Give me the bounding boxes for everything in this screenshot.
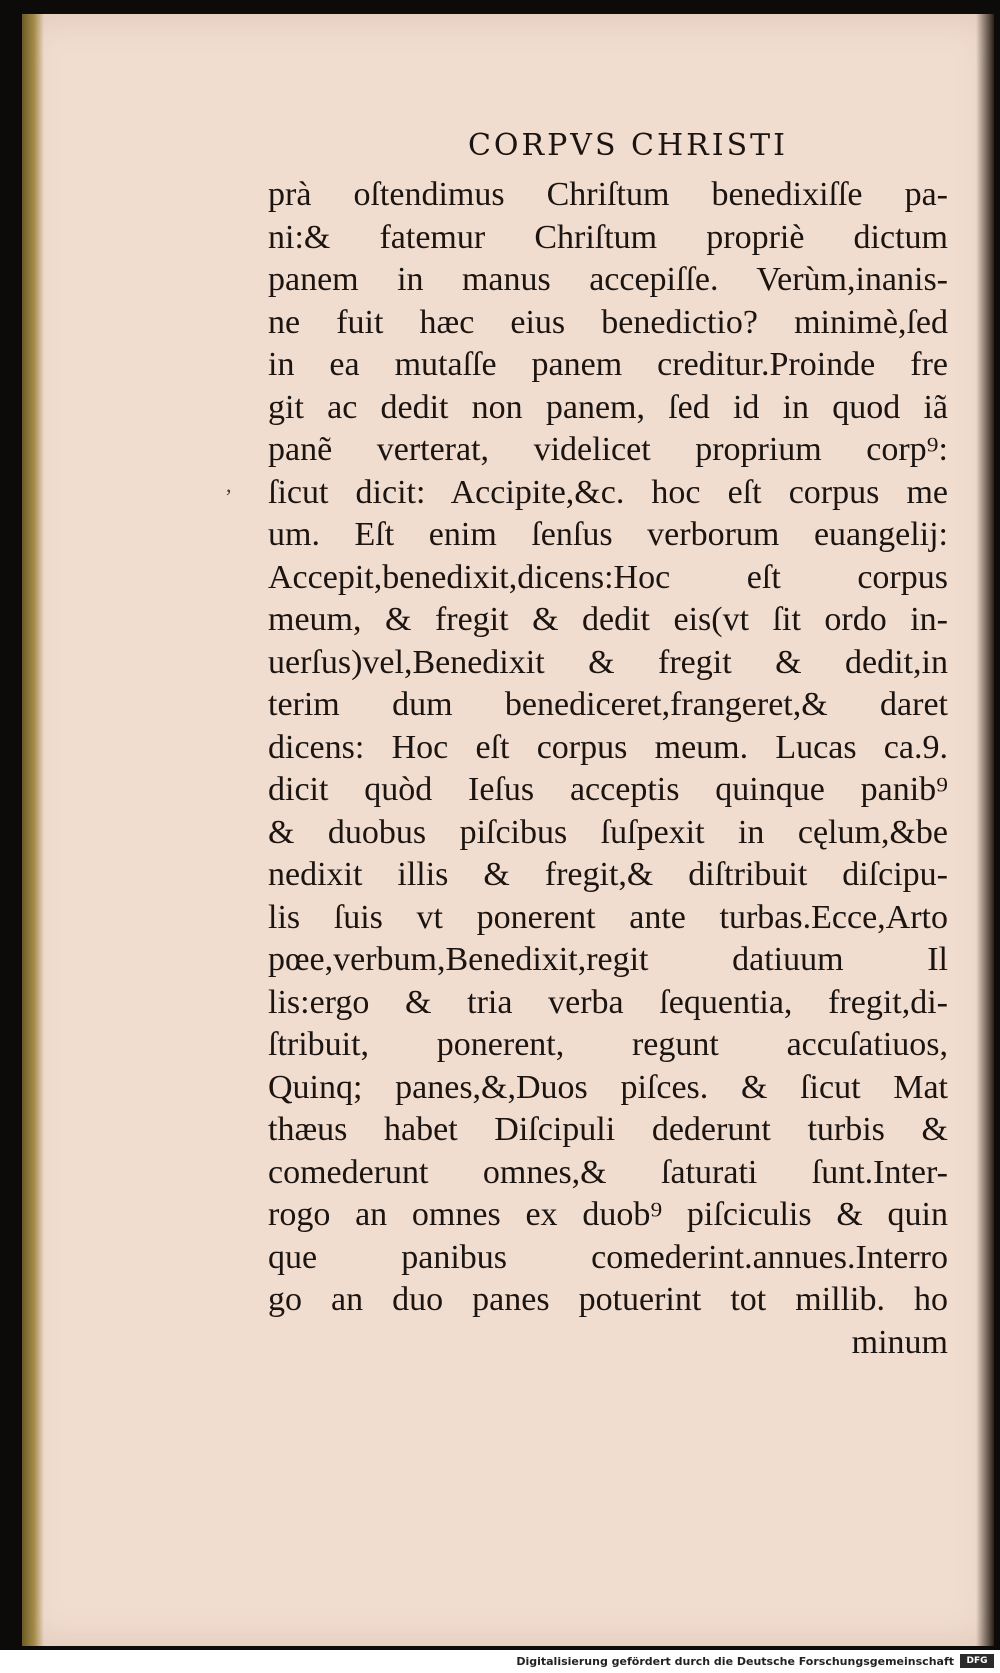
text-line: panem in manus accepiſſe. Verùm,inanis-: [268, 261, 948, 298]
text-line: git ac dedit non panem, ſed id in quod iã: [268, 388, 948, 426]
text-line: que panibus comederint.annues.Interro: [268, 1238, 948, 1276]
text-line: & duobus piſcibus ſuſpexit in cęlum,&be: [268, 813, 948, 851]
text-line: nedixit illis & fregit,& diſtribuit diſcipu-: [268, 856, 948, 893]
page-edge-shadow: [976, 14, 994, 1646]
text-line: go an duo panes potuerint tot millib. ho: [268, 1281, 948, 1318]
text-line: rogo an omnes ex duob⁹ piſciculis & quin: [268, 1196, 948, 1233]
text-line: terim dum benediceret,frangeret,& daret: [268, 686, 948, 723]
text-line: uerſus)vel,Benedixit & fregit & dedit,in: [268, 643, 948, 681]
text-line: ne fuit hæc eius benedictio? minimè,ſed: [268, 303, 948, 341]
text-line: in ea mutaſſe panem creditur.Proinde fre: [268, 346, 948, 383]
running-head: CORPVS CHRISTI: [467, 128, 789, 163]
text-line: dicens: Hoc eſt corpus meum. Lucas ca.9.: [268, 728, 948, 766]
text-line: um. Eſt enim ſenſus verborum euangelij:: [268, 516, 948, 553]
text-line: Quinq; panes,&,Duos piſces. & ſicut Mat: [268, 1068, 948, 1106]
text-line: pœe,verbum,Benedixit,regit datiuum Il: [268, 941, 948, 978]
body-text: [268, 174, 948, 1322]
text-line: Accepit,benedixit,dicens:Hoc eſt corpus: [268, 558, 948, 596]
text-line: ſicut dicit: Accipite,&c. hoc eſt corpus me: [268, 473, 948, 511]
text-line: comederunt omnes,& ſaturati ſunt.Inter-: [268, 1153, 948, 1191]
text-line: dicit quòd Ieſus acceptis quinque panib⁹: [268, 771, 948, 808]
text-block: [268, 128, 948, 1364]
text-line: ni:& fatemur Chriſtum propriè dictum: [268, 218, 948, 256]
text-line: ſtribuit, ponerent, regunt accuſatiuos,: [268, 1026, 948, 1063]
text-line: thæus habet Diſcipuli dederunt turbis &: [268, 1111, 948, 1148]
digitization-credit: Digitalisierung gefördert durch die Deutsche Forschungsgemeinschaft: [516, 1655, 954, 1668]
text-line: prà oſtendimus Chriſtum benedixiſſe pa-: [268, 176, 948, 213]
text-line: panẽ verterat, videlicet proprium corp⁹:: [268, 431, 948, 468]
dfg-logo: DFG: [960, 1654, 994, 1668]
text-line: meum, & fregit & dedit eis(vt ſit ordo in-: [268, 601, 948, 638]
page-gutter-shadow: [22, 14, 44, 1646]
catchword: minum: [851, 1323, 948, 1361]
text-line: lis ſuis vt ponerent ante turbas.Ecce,Arto: [268, 898, 948, 936]
margin-mark: ,: [226, 472, 232, 497]
text-line: lis:ergo & tria verba ſequentia, fregit,di-: [268, 983, 948, 1021]
